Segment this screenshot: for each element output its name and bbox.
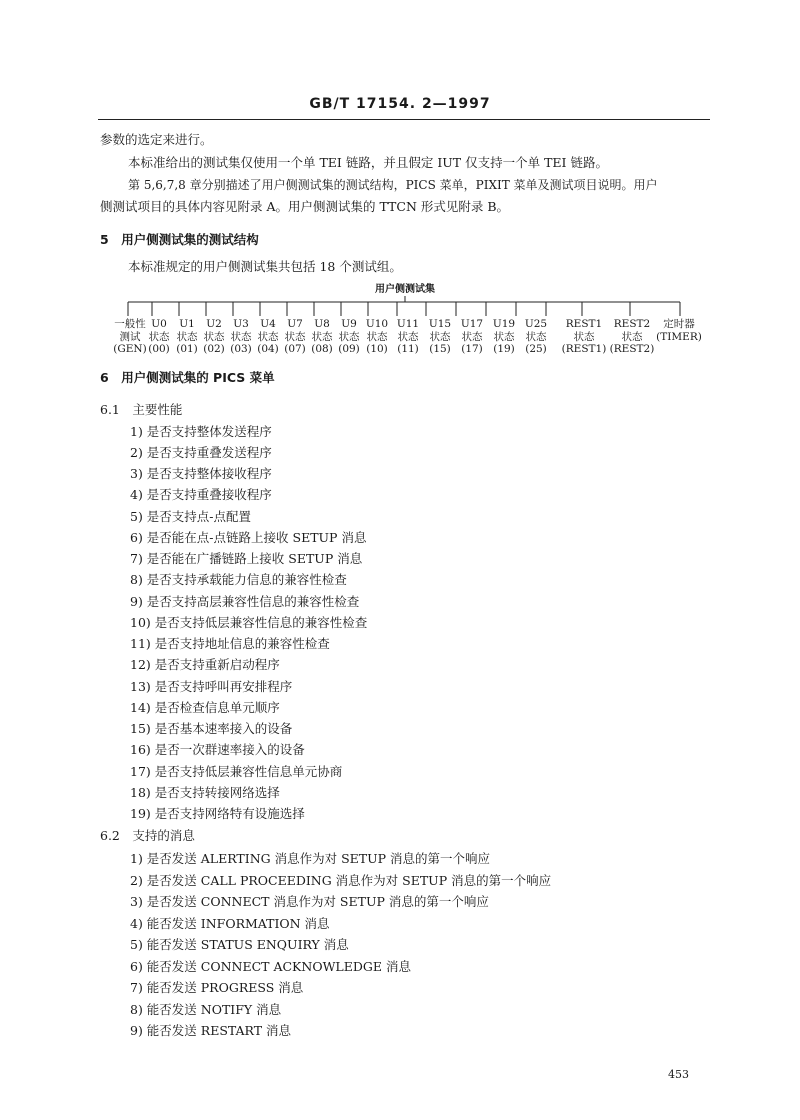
tree-leaf-timer: 定时器 (TIMER) (656, 318, 702, 343)
tree-leaf-u17: U17 状态 (17) (460, 318, 484, 355)
tree-leaf-u11: U11 状态 (11) (396, 318, 420, 355)
list-item: 2) 是否发送 CALL PROCEEDING 消息作为对 SETUP 消息的第一个响应 (130, 873, 552, 888)
tree-root-label: 用户侧测试集 (375, 284, 435, 295)
tree-structure-lines (0, 294, 800, 320)
page-number: 453 (668, 1068, 689, 1081)
header-rule (98, 119, 710, 120)
list-item: 3) 是否支持整体接收程序 (130, 466, 272, 481)
tree-leaf-rest1: REST1 状态 (REST1) (561, 318, 607, 355)
tree-leaf-u4: U4 状态 (04) (257, 318, 279, 355)
intro-line-2: 本标准给出的测试集仅使用一个单 TEI 链路，并且假定 IUT 仅支持一个单 TEI 链路。 (128, 155, 608, 170)
section-6-2-heading: 6.2 支持的消息 (100, 828, 195, 843)
intro-line-3: 第 5,6,7,8 章分别描述了用户侧测试集的测试结构，PICS 菜单，PIXIT 菜单及测试项目说明。用户 (128, 178, 658, 192)
tree-leaf-u8: U8 状态 (08) (311, 318, 333, 355)
tree-leaf-u15: U15 状态 (15) (428, 318, 452, 355)
list-item: 3) 是否发送 CONNECT 消息作为对 SETUP 消息的第一个响应 (130, 894, 489, 909)
list-item: 7) 能否发送 PROGRESS 消息 (130, 980, 304, 995)
tree-leaf-u9: U9 状态 (09) (338, 318, 360, 355)
tree-leaf-u2: U2 状态 (02) (203, 318, 225, 355)
list-item: 13) 是否支持呼叫再安排程序 (130, 679, 293, 694)
list-item: 12) 是否支持重新启动程序 (130, 657, 280, 672)
list-item: 9) 能否发送 RESTART 消息 (130, 1023, 292, 1038)
tree-leaf-u10: U10 状态 (10) (365, 318, 389, 355)
list-item: 5) 是否支持点-点配置 (130, 509, 252, 524)
intro-line-4: 侧测试项目的具体内容见附录 A。用户侧测试集的 TTCN 形式见附录 B。 (100, 199, 510, 214)
tree-leaf-rest2: REST2 状态 (REST2) (609, 318, 655, 355)
tree-leaf-u1: U1 状态 (01) (176, 318, 198, 355)
tree-leaf-u7: U7 状态 (07) (284, 318, 306, 355)
tree-leaf-u19: U19 状态 (19) (492, 318, 516, 355)
section-5-text: 本标准规定的用户侧测试集共包括 18 个测试组。 (128, 259, 402, 274)
list-item: 5) 能否发送 STATUS ENQUIRY 消息 (130, 937, 349, 952)
list-item: 11) 是否支持地址信息的兼容性检查 (130, 636, 330, 651)
tree-leaf-u25: U25 状态 (25) (524, 318, 548, 355)
list-item: 8) 能否发送 NOTIFY 消息 (130, 1002, 282, 1017)
list-item: 18) 是否支持转接网络选择 (130, 785, 280, 800)
list-item: 2) 是否支持重叠发送程序 (130, 445, 272, 460)
tree-leaf-u0: U0 状态 (00) (148, 318, 170, 355)
list-item: 6) 是否能在点-点链路上接收 SETUP 消息 (130, 530, 367, 545)
tree-leaf-gen: 一般性 测试 (GEN) (113, 318, 147, 355)
list-item: 1) 是否支持整体发送程序 (130, 424, 272, 439)
list-item: 8) 是否支持承载能力信息的兼容性检查 (130, 572, 347, 587)
list-item: 4) 是否支持重叠接收程序 (130, 487, 272, 502)
section-6-heading: 6 用户侧测试集的 PICS 菜单 (100, 370, 275, 385)
list-item: 4) 能否发送 INFORMATION 消息 (130, 916, 330, 931)
list-item: 7) 是否能在广播链路上接收 SETUP 消息 (130, 551, 363, 566)
standard-number-header: GB/T 17154. 2—1997 (309, 96, 491, 112)
list-item: 16) 是否一次群速率接入的设备 (130, 742, 305, 757)
list-item: 1) 是否发送 ALERTING 消息作为对 SETUP 消息的第一个响应 (130, 851, 491, 866)
list-item: 10) 是否支持低层兼容性信息的兼容性检查 (130, 615, 368, 630)
intro-line-1: 参数的选定来进行。 (100, 132, 213, 147)
list-item: 6) 能否发送 CONNECT ACKNOWLEDGE 消息 (130, 959, 411, 974)
list-item: 15) 是否基本速率接入的设备 (130, 721, 293, 736)
list-item: 17) 是否支持低层兼容性信息单元协商 (130, 764, 343, 779)
list-item: 14) 是否检查信息单元顺序 (130, 700, 280, 715)
section-6-1-heading: 6.1 主要性能 (100, 402, 183, 417)
list-item: 9) 是否支持高层兼容性信息的兼容性检查 (130, 594, 360, 609)
section-5-heading: 5 用户侧测试集的测试结构 (100, 232, 259, 247)
list-item: 19) 是否支持网络特有设施选择 (130, 806, 305, 821)
tree-leaf-u3: U3 状态 (03) (230, 318, 252, 355)
